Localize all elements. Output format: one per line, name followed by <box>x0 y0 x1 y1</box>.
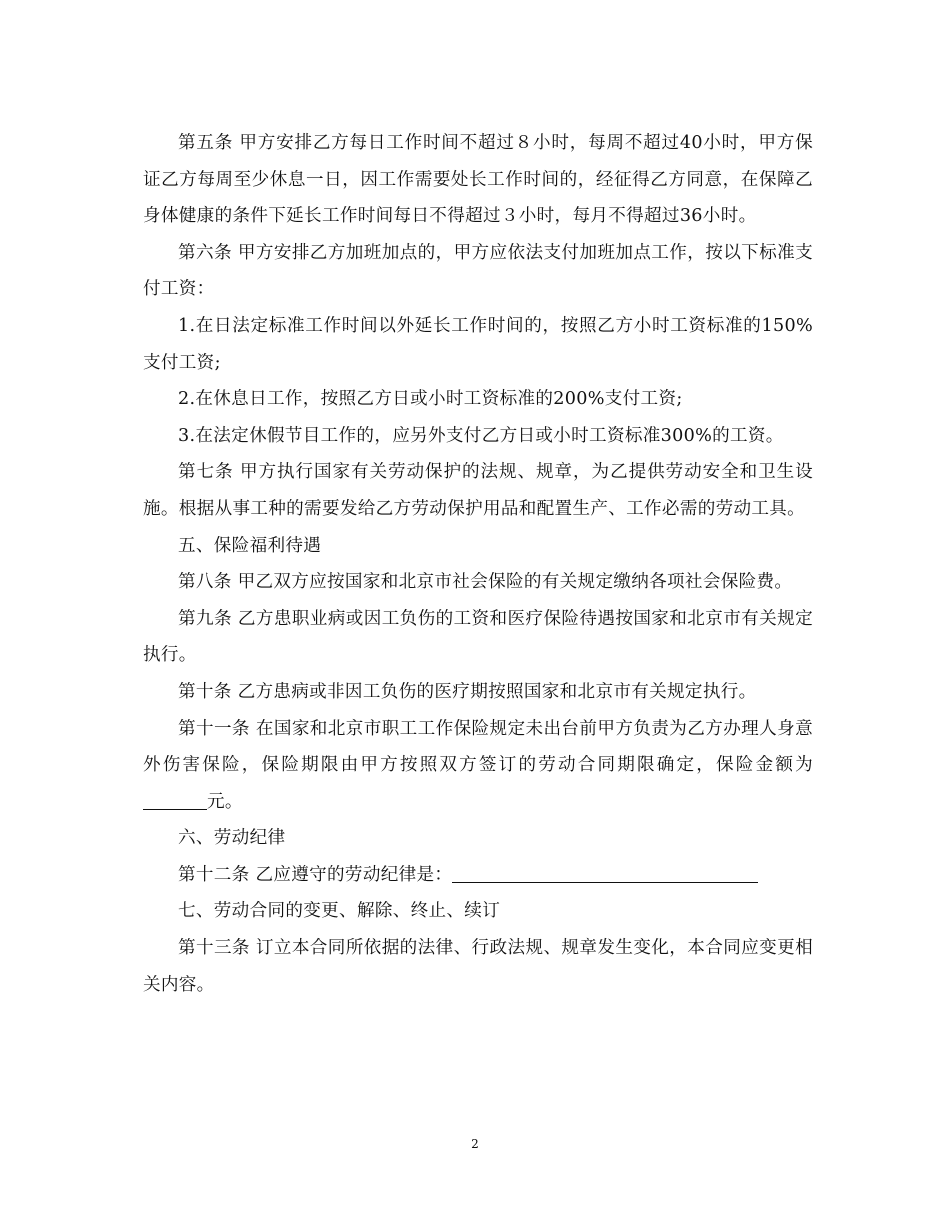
section-heading-contract-changes: 七、劳动合同的变更、解除、终止、续订 <box>178 901 501 922</box>
article-9: 第九条 乙方患职业病或因工负伤的工资和医疗保险待遇按国家和北京市有关规定执行。 <box>143 608 813 666</box>
section-heading-discipline: 六、劳动纪律 <box>178 828 286 849</box>
article-11-text: 第十一条 在国家和北京市职工工作保险规定未出台前甲方负责为乙方办理人身意外伤害保险，保险期限由甲方按照双方签订的劳动合同期限确定，保险金额为 <box>143 718 813 776</box>
page-number: 2 <box>471 1137 479 1151</box>
article-11 <box>143 711 813 821</box>
article-7: 第七条 甲方执行国家有关劳动保护的法规、规章，为乙提供劳动安全和卫生设施。根据从事工种的需要发给乙方劳动保护用品和配置生产、工作必需的劳动工具。 <box>143 462 813 519</box>
article-12 <box>143 857 813 894</box>
article-10: 第十条 乙方患病或非因工负伤的医疗期按照国家和北京市有关规定执行。 <box>178 681 757 702</box>
discipline-blank <box>452 862 758 883</box>
article-8: 第八条 甲乙双方应按国家和北京市社会保险的有关规定缴纳各项社会保险费。 <box>178 572 793 593</box>
overtime-rule-3: 3.在法定休假节目工作的，应另外支付乙方日或小时工资标准300%的工资。 <box>178 425 784 446</box>
article-13: 第十三条 订立本合同所依据的法律、行政法规、规章发生变化，本合同应变更相关内容。 <box>143 938 813 995</box>
article-5: 第五条 甲方安排乙方每日工作时间不超过８小时，每周不超过40小时，甲方保证乙方每周至少休息一日，因工作需要处长工作时间的，经征得乙方同意，在保障乙身体健康的条件下延长工作时间每日不得超过３小时，每月不得超过36小时。 <box>143 133 813 227</box>
overtime-rule-2: 2.在休息日工作，按照乙方日或小时工资标准的200%支付工资; <box>178 389 683 410</box>
article-6: 第六条 甲方安排乙方加班加点的，甲方应依法支付加班加点工作，按以下标准支付工资： <box>143 242 813 300</box>
article-11-suffix: 元。 <box>207 791 243 812</box>
insurance-amount-blank <box>143 789 207 810</box>
overtime-rule-1: 1.在日法定标准工作时间以外延长工作时间的，按照乙方小时工资标准的150%支付工资; <box>143 315 813 373</box>
document-body <box>143 125 813 1003</box>
section-heading-insurance: 五、保险福利待遇 <box>178 535 322 556</box>
article-12-text: 第十二条 乙应遵守的劳动纪律是： <box>178 864 453 885</box>
